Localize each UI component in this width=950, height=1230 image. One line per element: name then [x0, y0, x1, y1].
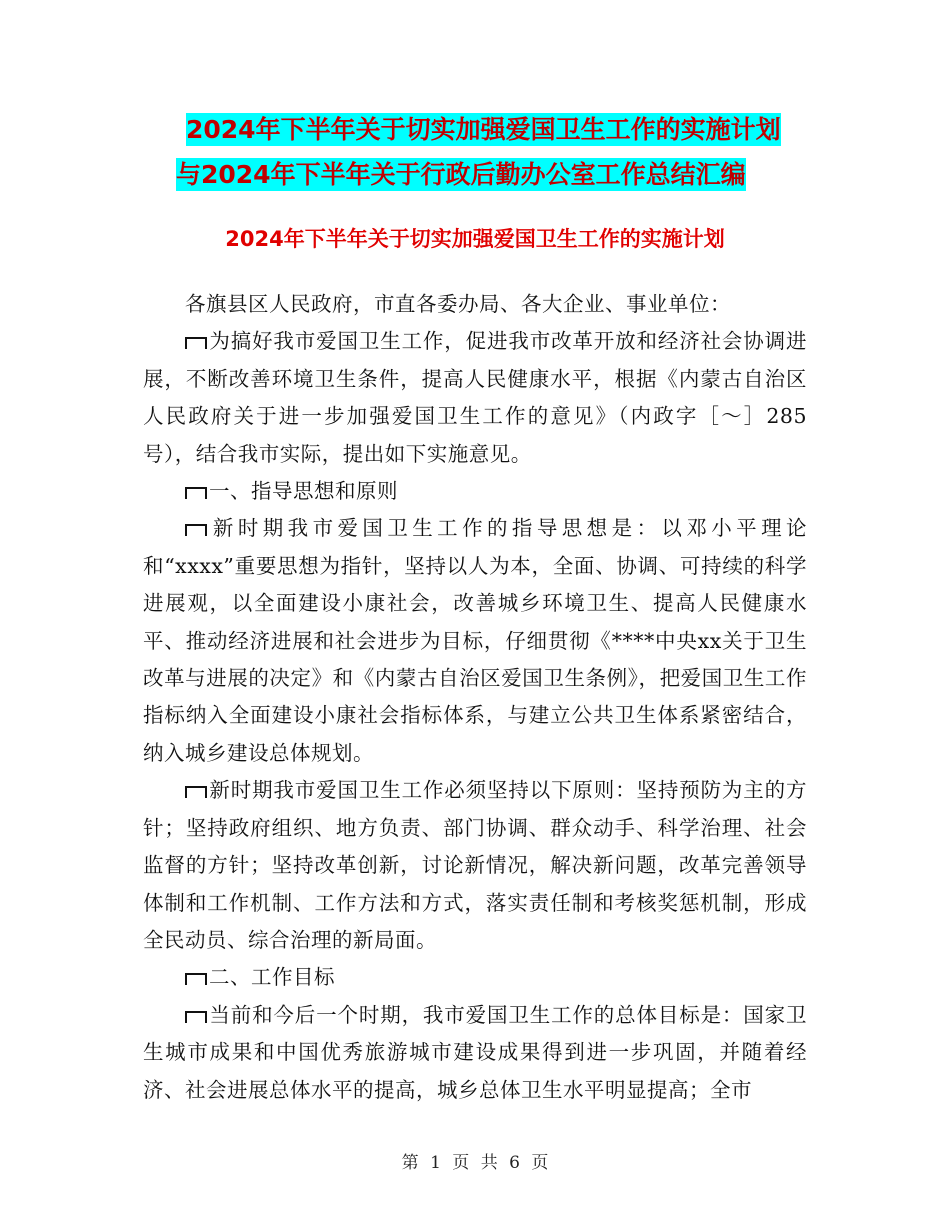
paragraph-mark-icon [185, 524, 207, 536]
paragraph [143, 959, 807, 996]
paragraph-text: 各旗县区人民政府，市直各委办局、各大企业、事业单位： [185, 292, 731, 316]
paragraph [143, 473, 807, 510]
paragraph-text: 当前和今后一个时期，我市爱国卫生工作的总体目标是：国家卫生城市成果和中国优秀旅游城市建设成果得到进一步巩固，并随着经济、社会进展总体水平的提高，城乡总体卫生水平明显提高；全市 [143, 1002, 807, 1102]
paragraph-mark-icon [185, 487, 207, 499]
paragraph-text: 为搞好我市爱国卫生工作，促进我市改革开放和经济社会协调进展，不断改善环境卫生条件，提高人民健康水平，根据《内蒙古自治区人民政府关于进一步加强爱国卫生工作的意见》（内政字［～］285号），结合我市实际，提出如下实施意见。 [143, 329, 807, 466]
paragraph [143, 510, 807, 772]
paragraph-text: 新时期我市爱国卫生工作的指导思想是：以邓小平理论和“xxxx”重要思想为指针，坚持以人为本，全面、协调、可持续的科学进展观，以全面建设小康社会，改善城乡环境卫生、提高人民健康水平、推动经济进展和社会进步为目标，仔细贯彻《****中央xx关于卫生改革与进展的决定》和《内蒙古自治区爱国卫生条例》，把爱国卫生工作指标纳入全面建设小康社会指标体系，与建立公共卫生体系紧密结合，纳入城乡建设总体规划。 [143, 516, 807, 765]
page-footer: 第 1 页 共 6 页 [401, 1153, 549, 1173]
paragraph-mark-icon [185, 786, 207, 798]
paragraph [143, 323, 807, 473]
paragraph [143, 772, 807, 959]
document-title-line-1 [0, 112, 950, 148]
paragraph-text: 二、工作目标 [209, 965, 335, 990]
paragraph-text: 一、指导思想和原则 [209, 479, 398, 504]
paragraph [143, 997, 807, 1109]
paragraph-mark-icon [185, 973, 207, 985]
document-title-line-2 [0, 157, 950, 193]
section-title: 2024年下半年关于切实加强爱国卫生工作的实施计划 [225, 227, 725, 251]
paragraph [143, 286, 807, 323]
body-text [143, 286, 807, 1109]
paragraph-mark-icon [185, 1011, 207, 1023]
paragraph-text: 新时期我市爱国卫生工作必须坚持以下原则：坚持预防为主的方针；坚持政府组织、地方负责、部门协调、群众动手、科学治理、社会监督的方针；坚持改革创新，讨论新情况，解决新问题，改革完善领导体制和工作机制、工作方法和方式，落实责任制和考核奖惩机制，形成全民动员、综合治理的新局面。 [143, 778, 807, 952]
paragraph-mark-icon [185, 337, 207, 349]
highlighted-title-text: 与2024年下半年关于行政后勤办公室工作总结汇编 [176, 160, 746, 189]
highlighted-title-text: 2024年下半年关于切实加强爱国卫生工作的实施计划 [186, 115, 781, 144]
